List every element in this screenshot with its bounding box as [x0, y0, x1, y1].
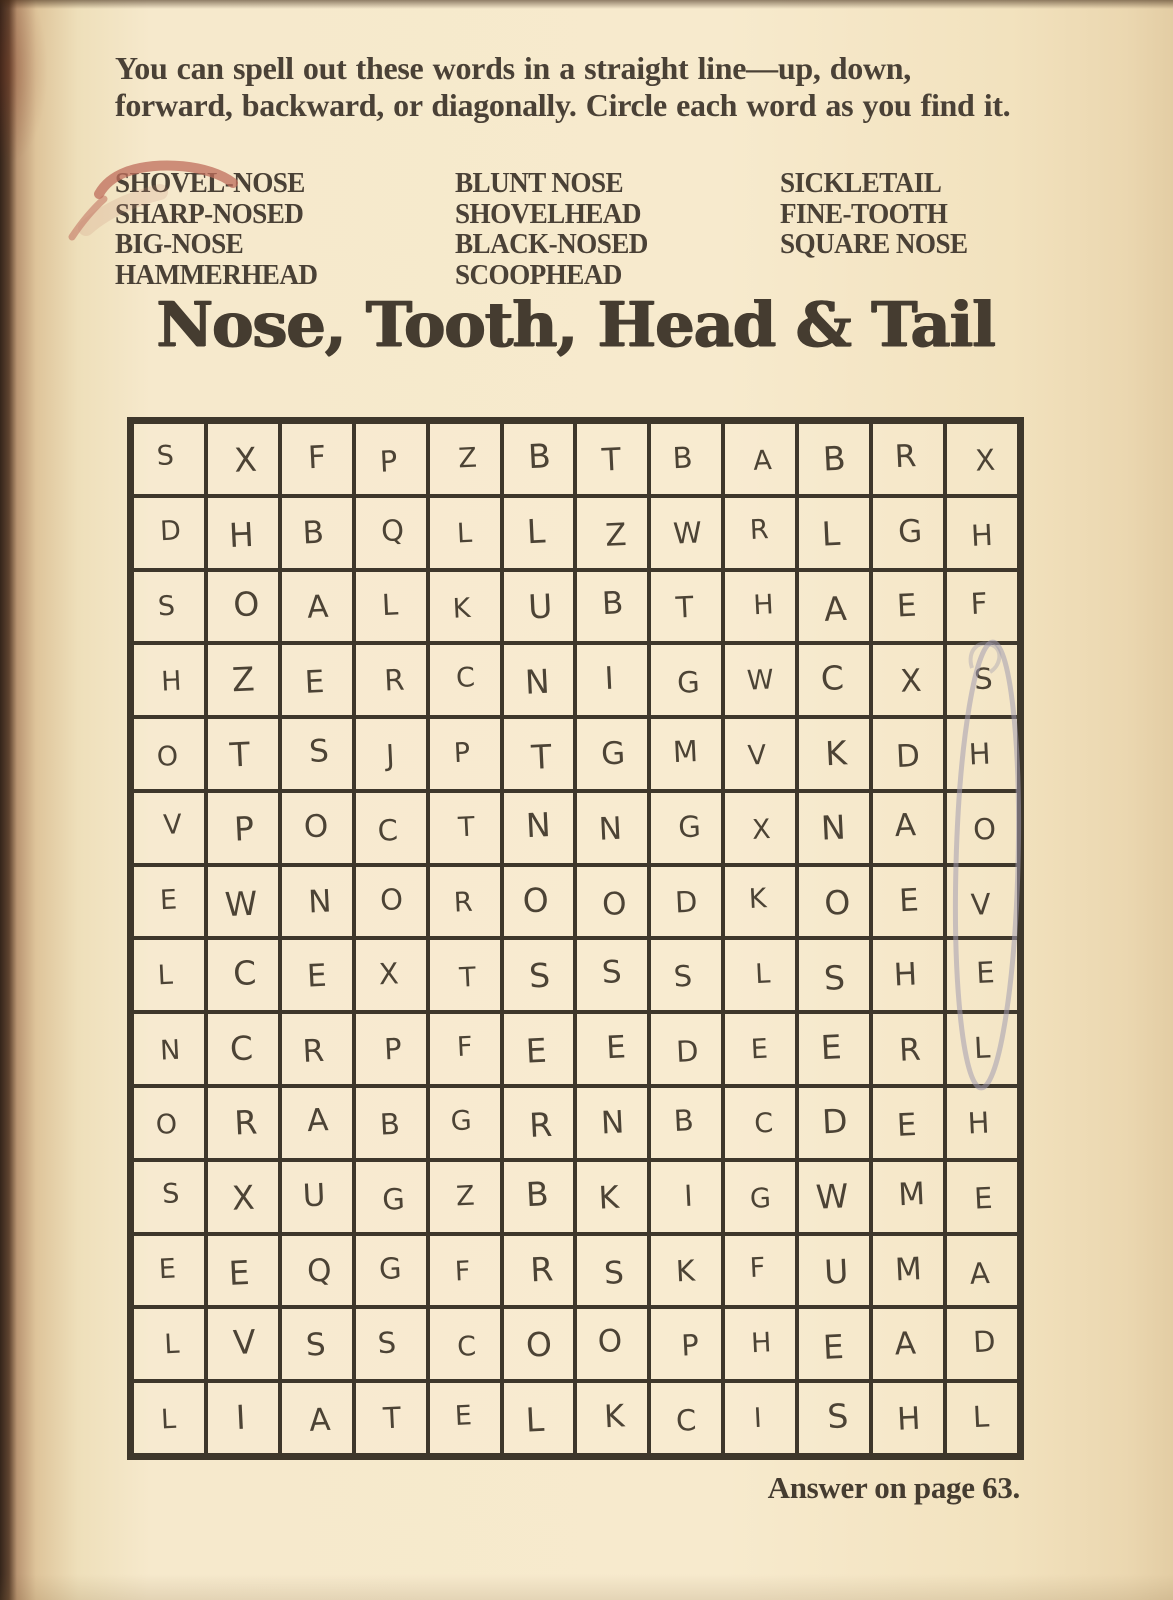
grid-cell: G: [354, 1160, 428, 1234]
grid-cell: D: [649, 865, 723, 939]
grid-cell: D: [132, 496, 206, 570]
grid-cell: W: [723, 643, 797, 717]
grid-cell: Q: [354, 496, 428, 570]
word-list-column-1: [115, 169, 317, 291]
grid-cell: O: [502, 865, 576, 939]
word-list-column-3: [780, 169, 968, 261]
grid-cell: H: [945, 717, 1019, 791]
grid-cell: V: [723, 717, 797, 791]
grid-cell: A: [723, 422, 797, 496]
grid-cell: X: [206, 422, 280, 496]
grid-cell: L: [354, 570, 428, 644]
word-item-sickletail: SICKLETAIL: [780, 168, 942, 199]
grid-cell: G: [354, 1234, 428, 1308]
grid-cell: E: [280, 938, 354, 1012]
grid-cell: C: [723, 1086, 797, 1160]
grid-cell: Z: [428, 422, 502, 496]
grid-cell: N: [502, 791, 576, 865]
grid-cell: K: [649, 1234, 723, 1308]
grid-cell: E: [502, 1012, 576, 1086]
grid-cell: G: [575, 717, 649, 791]
grid-cell: E: [871, 1086, 945, 1160]
grid-cell: S: [649, 938, 723, 1012]
grid-cell: D: [649, 1012, 723, 1086]
grid-cell: C: [428, 643, 502, 717]
grid-cell: V: [206, 1307, 280, 1381]
grid-cell: O: [502, 1307, 576, 1381]
grid-cell: S: [502, 938, 576, 1012]
grid-cell: E: [428, 1381, 502, 1455]
word-item-scoophead: SCOOPHEAD: [455, 259, 622, 291]
grid-cell: K: [428, 570, 502, 644]
grid-cell: M: [871, 1160, 945, 1234]
grid-cell: P: [354, 1012, 428, 1086]
grid-cell: E: [871, 570, 945, 644]
grid-cell: P: [206, 791, 280, 865]
grid-cell: T: [649, 570, 723, 644]
grid-cell: E: [575, 1012, 649, 1086]
word-item-shovel-nose: SHOVEL-NOSE: [115, 168, 305, 199]
grid-cell: W: [649, 496, 723, 570]
grid-cell: C: [206, 1012, 280, 1086]
grid-cell: W: [206, 865, 280, 939]
grid-cell: Z: [206, 643, 280, 717]
grid-cell: B: [354, 1086, 428, 1160]
grid-cell: G: [649, 643, 723, 717]
grid-cell: S: [132, 422, 206, 496]
grid-cell: E: [797, 1012, 871, 1086]
grid-cell: L: [502, 496, 576, 570]
grid-cell: X: [354, 938, 428, 1012]
grid-cell: H: [723, 1307, 797, 1381]
word-item-hammerhead: HAMMERHEAD: [115, 259, 318, 291]
grid-cell: O: [132, 1086, 206, 1160]
grid-cell: L: [723, 938, 797, 1012]
grid-cell: X: [723, 791, 797, 865]
grid-cell: O: [575, 865, 649, 939]
grid-cell: Z: [428, 1160, 502, 1234]
grid-cell: V: [945, 865, 1019, 939]
grid-cell: C: [797, 643, 871, 717]
grid-cell: B: [502, 422, 576, 496]
grid-cell: I: [723, 1381, 797, 1455]
grid-cell: I: [649, 1160, 723, 1234]
grid-cell: K: [575, 1381, 649, 1455]
grid-cell: Q: [280, 1234, 354, 1308]
word-list-column-2: [455, 169, 648, 291]
grid-cell: O: [945, 791, 1019, 865]
grid-cell: R: [871, 422, 945, 496]
grid-cell: N: [575, 1086, 649, 1160]
grid-cell: S: [575, 1234, 649, 1308]
grid-cell: E: [945, 1160, 1019, 1234]
grid-cell: G: [428, 1086, 502, 1160]
grid-cell: T: [502, 717, 576, 791]
grid-cell: R: [206, 1086, 280, 1160]
grid-cell: R: [354, 643, 428, 717]
grid-cell: N: [797, 791, 871, 865]
grid-cell: F: [428, 1234, 502, 1308]
grid-cell: K: [797, 717, 871, 791]
grid-cell: I: [575, 643, 649, 717]
grid-cell: A: [871, 791, 945, 865]
grid-cell: B: [280, 496, 354, 570]
grid-cell: Z: [575, 496, 649, 570]
grid-cell: O: [280, 791, 354, 865]
grid-cell: H: [871, 1381, 945, 1455]
grid-cell: E: [206, 1234, 280, 1308]
grid-cell: X: [871, 643, 945, 717]
grid-cell: U: [280, 1160, 354, 1234]
grid-cell: L: [797, 496, 871, 570]
grid-cell: M: [649, 717, 723, 791]
grid-cell: R: [502, 1234, 576, 1308]
grid-cell: S: [797, 938, 871, 1012]
grid-cell: R: [280, 1012, 354, 1086]
grid-cell: N: [132, 1012, 206, 1086]
grid-cell: C: [649, 1381, 723, 1455]
grid-cell: S: [280, 1307, 354, 1381]
grid-cell: B: [502, 1160, 576, 1234]
grid-cell: E: [945, 938, 1019, 1012]
grid-cell: F: [428, 1012, 502, 1086]
grid-cell: T: [575, 422, 649, 496]
grid-cell: S: [797, 1381, 871, 1455]
grid-cell: A: [945, 1234, 1019, 1308]
grid-cell: H: [945, 1086, 1019, 1160]
grid-cell: R: [502, 1086, 576, 1160]
grid-cell: N: [575, 791, 649, 865]
grid-cell: C: [354, 791, 428, 865]
grid-cell: T: [428, 791, 502, 865]
grid-cell: P: [354, 422, 428, 496]
grid-cell: A: [871, 1307, 945, 1381]
grid-cell: D: [871, 717, 945, 791]
grid-cell: E: [797, 1307, 871, 1381]
word-item-fine-tooth: FINE-TOOTH: [780, 198, 948, 230]
word-item-square-nose: SQUARE NOSE: [780, 229, 968, 260]
grid-cell: C: [428, 1307, 502, 1381]
grid-cell: T: [354, 1381, 428, 1455]
grid-cell: O: [206, 570, 280, 644]
grid-cell: D: [797, 1086, 871, 1160]
grid-cell: O: [354, 865, 428, 939]
grid-cell: E: [280, 643, 354, 717]
grid-cell: V: [132, 791, 206, 865]
grid-cell: E: [723, 1012, 797, 1086]
grid-cell: O: [132, 717, 206, 791]
grid-cell: S: [945, 643, 1019, 717]
grid-cell: F: [280, 422, 354, 496]
grid-cell: H: [206, 496, 280, 570]
grid-cell: I: [206, 1381, 280, 1455]
grid-cell: O: [575, 1307, 649, 1381]
grid-cell: K: [575, 1160, 649, 1234]
grid-cell: A: [280, 570, 354, 644]
puzzle-instructions: You can spell out these words in a straight line—up, down, forward, backward, or diagonally. Circle each word as you find it.: [115, 50, 1011, 124]
grid-cell: T: [206, 717, 280, 791]
grid-cell: R: [871, 1012, 945, 1086]
grid-cell: J: [354, 717, 428, 791]
answer-note: Answer on page 63.: [767, 1470, 1020, 1505]
grid-cell: L: [132, 938, 206, 1012]
grid-cell: H: [871, 938, 945, 1012]
grid-cell: L: [945, 1012, 1019, 1086]
grid-cell: M: [871, 1234, 945, 1308]
grid-cell: N: [280, 865, 354, 939]
grid-cell: G: [723, 1160, 797, 1234]
word-item-shovelhead: SHOVELHEAD: [455, 198, 641, 230]
grid-cell: S: [280, 717, 354, 791]
grid-cell: H: [945, 496, 1019, 570]
word-search-grid: [127, 417, 1024, 1460]
grid-cell: B: [649, 422, 723, 496]
word-item-blunt-nose: BLUNT NOSE: [455, 168, 624, 199]
grid-cell: L: [132, 1381, 206, 1455]
grid-cell: R: [723, 496, 797, 570]
grid-cell: P: [649, 1307, 723, 1381]
word-item-black-nosed: BLACK-NOSED: [455, 229, 648, 260]
grid-cell: W: [797, 1160, 871, 1234]
grid-cell: L: [502, 1381, 576, 1455]
grid-cell: U: [797, 1234, 871, 1308]
grid-cell: E: [871, 865, 945, 939]
grid-cell: P: [428, 717, 502, 791]
grid-cell: H: [723, 570, 797, 644]
grid-cell: L: [945, 1381, 1019, 1455]
word-item-big-nose: BIG-NOSE: [115, 229, 244, 260]
grid-cell: T: [428, 938, 502, 1012]
grid-cell: E: [132, 1234, 206, 1308]
grid-cell: U: [502, 570, 576, 644]
grid-cell: N: [502, 643, 576, 717]
grid-cell: F: [723, 1234, 797, 1308]
grid-cell: L: [428, 496, 502, 570]
grid-cell: L: [132, 1307, 206, 1381]
grid-cell: F: [945, 570, 1019, 644]
grid-cell: A: [797, 570, 871, 644]
grid-cell: R: [428, 865, 502, 939]
grid-cell: B: [797, 422, 871, 496]
grid-cell: S: [575, 938, 649, 1012]
page-corner-smudge: [0, 0, 90, 220]
grid-cell: S: [132, 1160, 206, 1234]
grid-cell: H: [132, 643, 206, 717]
grid-cell: B: [649, 1086, 723, 1160]
grid-cell: E: [132, 865, 206, 939]
word-item-sharp-nosed: SHARP-NOSED: [115, 198, 304, 230]
grid-cell: C: [206, 938, 280, 1012]
grid-cell: A: [280, 1086, 354, 1160]
grid-cell: G: [649, 791, 723, 865]
grid-cell: K: [723, 865, 797, 939]
grid-cell: X: [945, 422, 1019, 496]
grid-cell: A: [280, 1381, 354, 1455]
grid-cell: S: [132, 570, 206, 644]
grid-cell: O: [797, 865, 871, 939]
puzzle-title: Nose, Tooth, Head & Tail: [156, 288, 995, 361]
grid-cell: B: [575, 570, 649, 644]
grid-cell: D: [945, 1307, 1019, 1381]
grid-cell: X: [206, 1160, 280, 1234]
grid-cell: S: [354, 1307, 428, 1381]
grid-cell: G: [871, 496, 945, 570]
